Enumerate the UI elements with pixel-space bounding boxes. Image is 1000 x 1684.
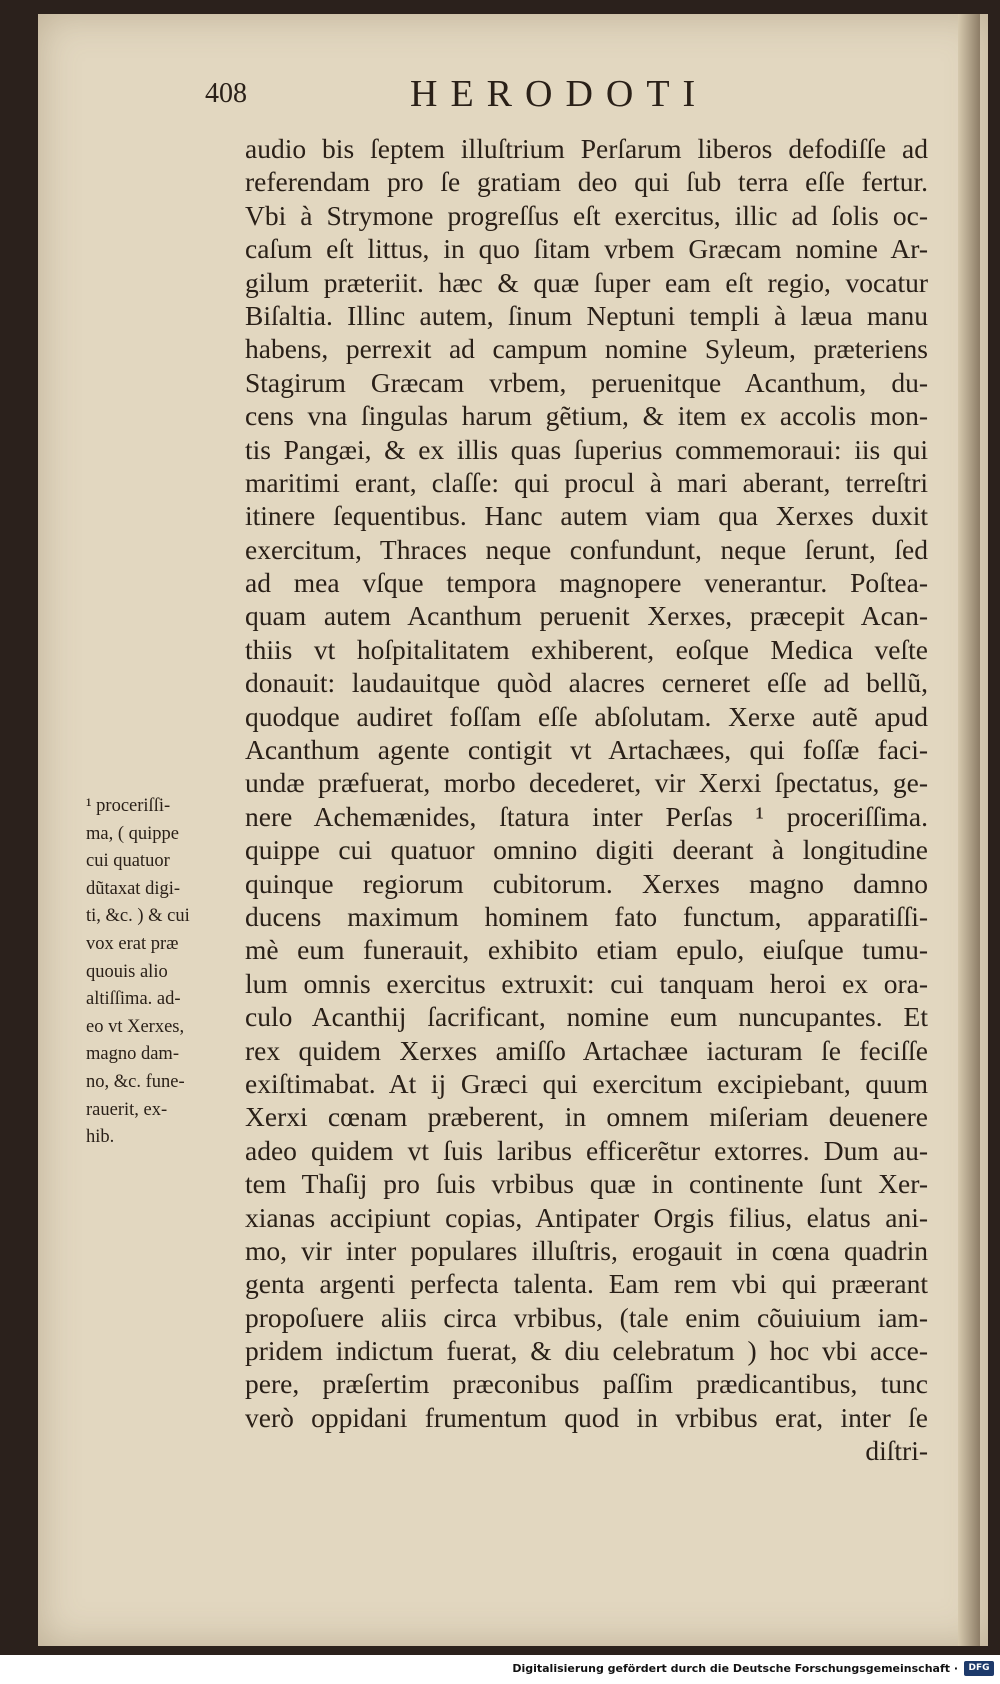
text-line: quodque audiret foſſam eſſe abſolutam. Xerxe autẽ apud — [245, 700, 928, 732]
text-line: rex quidem Xerxes amiſſo Artachæe iacturam ſe feciſſe — [245, 1034, 928, 1066]
marginal-line: no, &c. fune- — [86, 1071, 185, 1092]
text-line: ad mea vſque tempora magnopere venerantur. Poſtea- — [245, 567, 928, 599]
text-line: ducens maximum hominem fato functum, apparatiſſi- — [245, 900, 928, 932]
text-line: exercitum, Thraces neque confundunt, neque ſerunt, ſed — [245, 533, 928, 565]
text-line: tis Pangæi, & ex illis quas ſuperius commemoraui: iis qui — [245, 433, 928, 465]
text-line: audio bis ſeptem illuſtrium Perſarum liberos defodiſſe ad — [245, 133, 928, 164]
text-line: caſum eſt littus, in quo ſitam vrbem Græcam nomine Ar- — [245, 233, 928, 265]
marginal-line: altiſſima. ad- — [86, 989, 181, 1010]
page-header — [205, 68, 925, 115]
text-line: genta argenti perfecta talenta. Eam rem vbi qui præerant — [245, 1268, 928, 1300]
text-line: tem Thaſij pro ſuis vrbibus quæ in continente ſunt Xer- — [245, 1168, 928, 1200]
text-line: habens, perrexit ad campum nomine Syleum, præteriens — [245, 333, 928, 365]
text-line: thiis vt hoſpitalitatem exhiberent, eoſque Medica veſte — [245, 633, 928, 665]
text-line: quinque regiorum cubitorum. Xerxes magno damno — [245, 867, 928, 899]
marginal-line: hib. — [86, 1127, 115, 1148]
text-line: undæ præfuerat, morbo decederet, vir Xerxi ſpectatus, ge- — [245, 767, 928, 799]
text-line: pere, præſertim præconibus paſſim prædicantibus, tunc — [245, 1368, 928, 1400]
marginal-line: ¹ proceriſſi- — [86, 796, 171, 816]
text-line: lum omnis exercitus extruxit: cui tanquam heroi ex ora- — [245, 967, 928, 999]
text-line: mo, vir inter populares illuſtris, erogauit in cœna quadrin — [245, 1234, 928, 1266]
marginal-line: vox erat præ — [86, 933, 179, 954]
text-line: verò oppidani frumentum quod in vrbibus erat, inter ſe — [245, 1401, 928, 1433]
running-title: HERODOTI — [410, 73, 709, 115]
text-line: Xerxi cœnam præberent, in omnem miſeriam deuenere — [245, 1101, 928, 1133]
text-line: quippe cui quatuor omnino digiti deerant à longitudine — [245, 834, 928, 866]
text-line: gilum præteriit. hæc & quæ ſuper eam eſt regio, vocatur — [245, 266, 928, 298]
marginal-line: rauerit, ex- — [86, 1099, 168, 1120]
text-line: exiſtimabat. At ij Græci qui exercitum excipiebant, quum — [245, 1067, 928, 1099]
dfg-logo: DFG — [964, 1661, 994, 1676]
text-line: cens vna ſingulas harum gẽtium, & item ex accolis mon- — [245, 400, 928, 432]
dfg-credit-text: Digitalisierung gefördert durch die Deutsche Forschungsgemeinschaft · — [512, 1662, 958, 1675]
text-line: pridem indictum fuerat, & diu celebratum ) hoc vbi acce- — [245, 1335, 928, 1367]
marginal-line: quouis alio — [86, 961, 168, 982]
text-line: Acanthum agente contigit vt Artachæes, qui foſſæ faci- — [245, 734, 928, 766]
text-line: donauit: laudauitque quòd alacres cerneret eſſe ad bellũ, — [245, 667, 928, 699]
marginal-line: magno dam- — [86, 1044, 179, 1065]
text-line: culo Acanthij ſacrificant, nomine eum nuncupantes. Et — [245, 1001, 928, 1033]
text-line: referendam pro ſe gratiam deo qui ſub terra eſſe fertur. — [245, 166, 928, 198]
marginal-line: cui quatuor — [86, 851, 170, 872]
text-line: xianas accipiunt copias, Antipater Orgis filius, elatus ani- — [245, 1201, 928, 1233]
digitization-footer — [0, 1655, 1000, 1684]
text-line: adeo quidem vt ſuis laribus efficerẽtur extorres. Dum au- — [245, 1134, 928, 1166]
page-number: 408 — [205, 78, 247, 109]
page-edge — [958, 14, 980, 1646]
marginal-note — [86, 793, 221, 1152]
text-line: Vbi à Strymone progreſſus eſt exercitus, illic ad ſolis oc- — [245, 199, 928, 231]
marginal-line: eo vt Xerxes, — [86, 1016, 185, 1037]
text-line: propoſuere aliis circa vrbibus, (tale enim cõuiuium iam- — [245, 1301, 928, 1333]
marginal-line: dũtaxat digi- — [86, 878, 181, 899]
text-line: itinere ſequentibus. Hanc autem viam qua Xerxes duxit — [245, 500, 928, 532]
text-line: nere Achemænides, ſtatura inter Perſas ¹ proceriſſima. — [245, 800, 928, 832]
catchword: diſtri- — [865, 1435, 928, 1467]
text-line: mè eum funerauit, exhibito etiam epulo, eiuſque tumu- — [245, 934, 928, 966]
text-line: quam autem Acanthum peruenit Xerxes, præcepit Acan- — [245, 600, 928, 632]
text-line: Biſaltia. Illinc autem, ſinum Neptuni templi à læua manu — [245, 299, 928, 331]
text-line: Stagirum Græcam vrbem, peruenitque Acanthum, du- — [245, 366, 928, 398]
text-line: maritimi erant, claſſe: qui procul à mari aberant, terreſtri — [245, 466, 928, 498]
marginal-line: ti, &c. ) & cui — [86, 906, 190, 927]
marginal-line: ma, ( quippe — [86, 823, 179, 844]
main-text-block — [245, 132, 928, 1468]
